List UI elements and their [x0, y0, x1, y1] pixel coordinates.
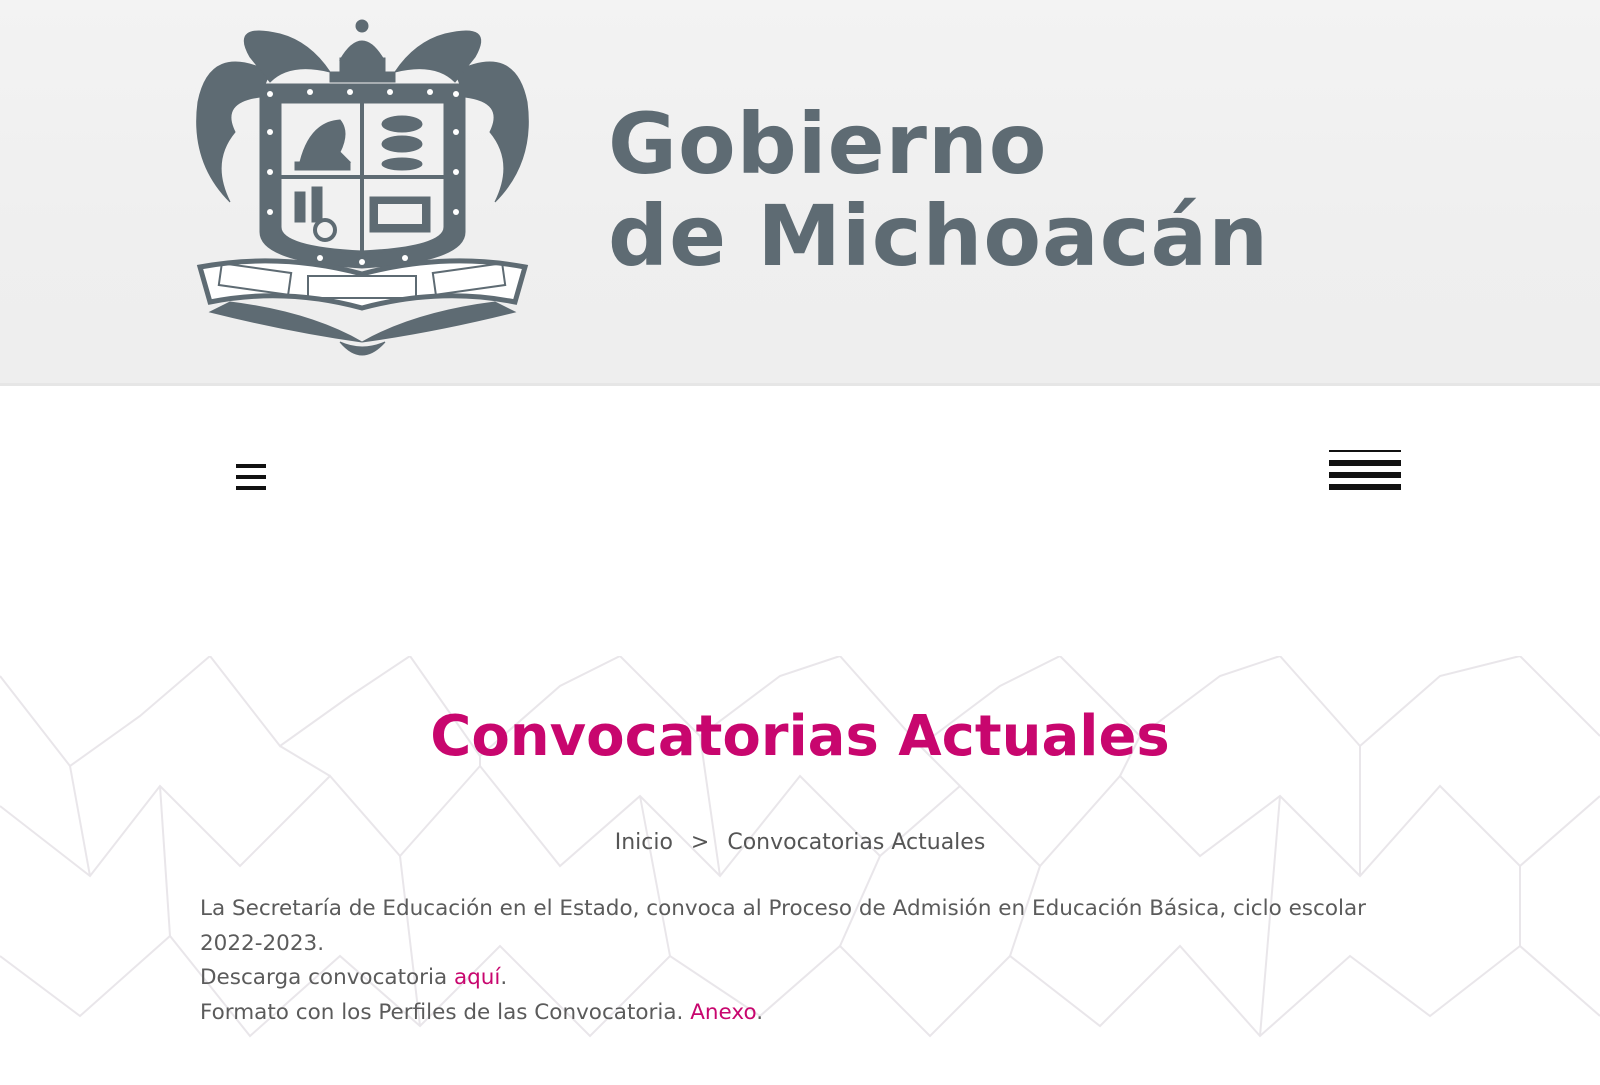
breadcrumb-home-link[interactable]: Inicio	[614, 830, 673, 855]
format-prefix: Formato con los Perfiles de las Convocatoria.	[200, 999, 691, 1025]
announcement-paragraph: La Secretaría de Educación en el Estado, convoca al Proceso de Admisión en Educación Básica, ciclo escolar 2022-2023.	[200, 896, 1366, 956]
breadcrumb-separator: >	[690, 830, 710, 855]
hamburger-menu-icon-right[interactable]	[1329, 450, 1401, 508]
state-coat-of-arms-logo[interactable]	[190, 12, 535, 368]
announcement-text	[200, 892, 1400, 1030]
format-suffix: .	[756, 999, 764, 1025]
download-suffix: .	[500, 965, 508, 990]
header-banner	[0, 0, 1600, 386]
format-line	[200, 996, 1400, 1031]
brand-line-2: de Michoacán	[608, 187, 1269, 285]
brand-wordmark	[608, 95, 1269, 285]
download-prefix: Descarga convocatoria	[200, 965, 454, 990]
breadcrumb-current: Convocatorias Actuales	[727, 830, 986, 855]
download-convocatoria-link[interactable]: aquí	[453, 965, 501, 990]
main-content	[0, 566, 1600, 1085]
breadcrumb	[0, 828, 1600, 858]
page-title: Convocatorias Actuales	[430, 704, 1170, 769]
brand-line-1: Gobierno	[608, 95, 1048, 193]
download-line	[200, 961, 1400, 996]
main-navbar	[0, 386, 1600, 566]
hamburger-menu-icon-left[interactable]	[236, 464, 270, 494]
anexo-link[interactable]: Anexo	[690, 999, 757, 1025]
